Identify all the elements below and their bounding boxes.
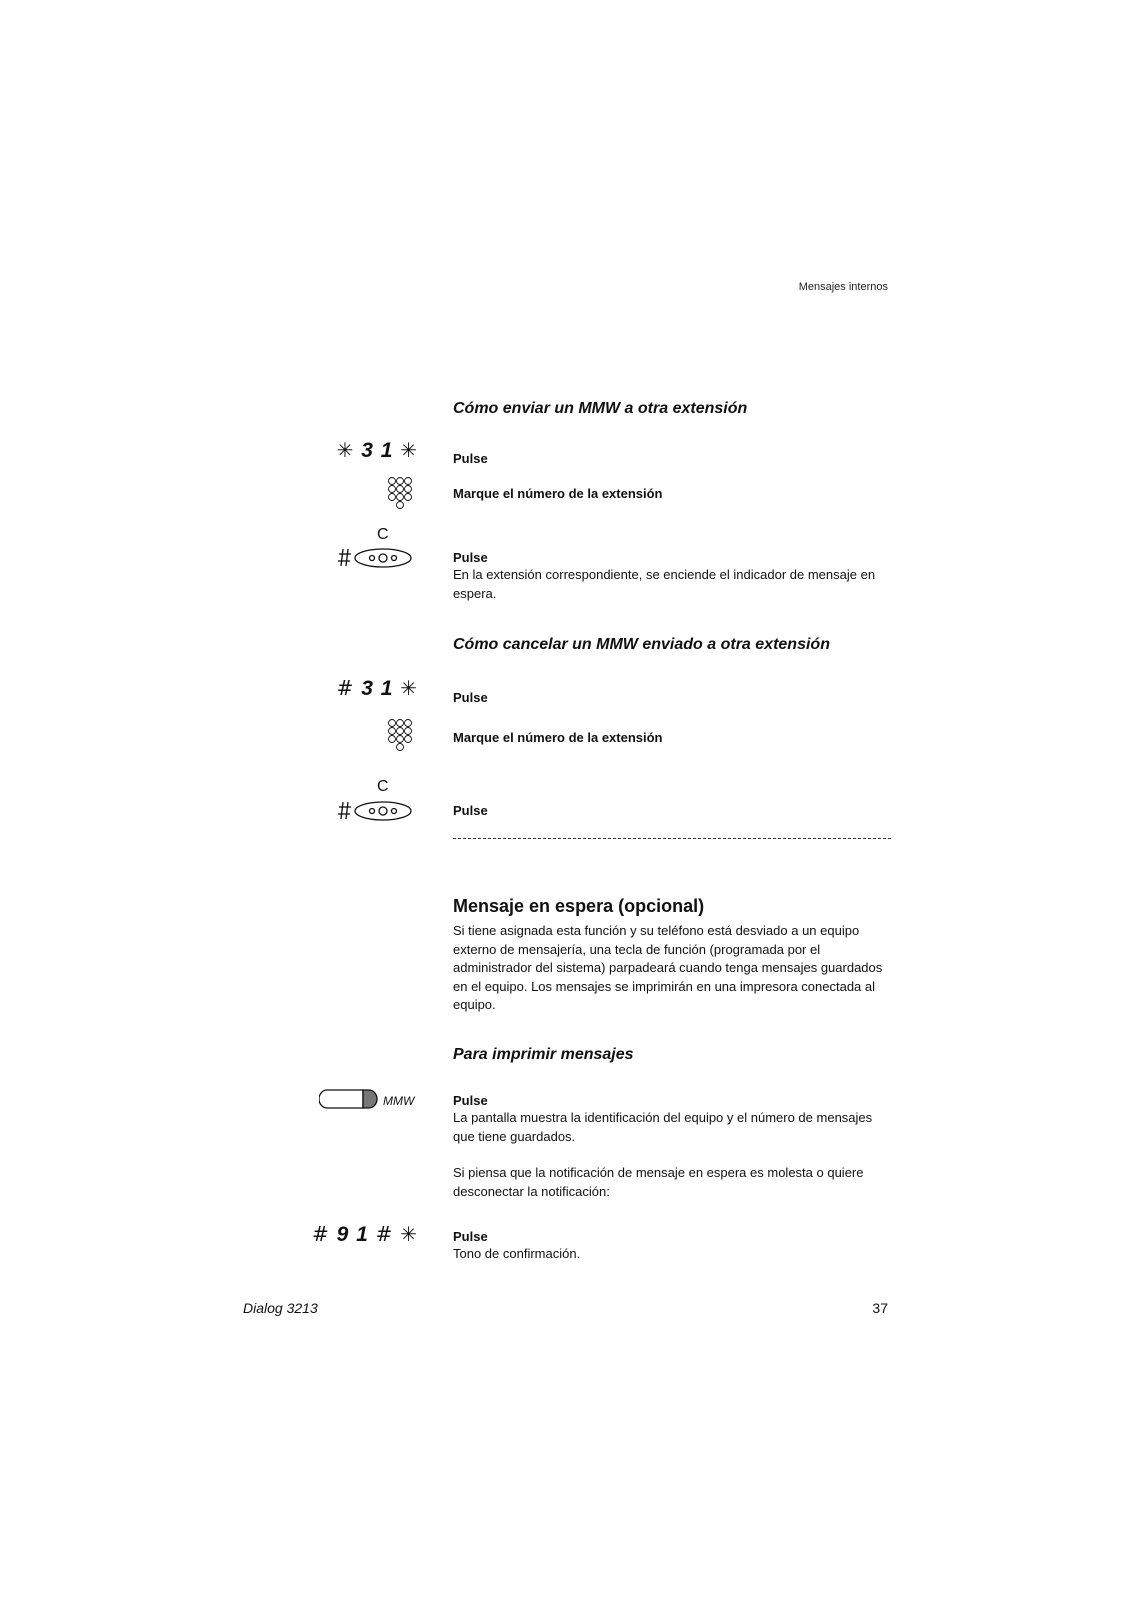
send-mmw-code [337,438,418,463]
section-divider [453,838,891,839]
star-symbol: ✳ [336,438,355,462]
disable-step-press: Pulse [453,1229,488,1244]
cancel-mmw-heading: Cómo cancelar un MMW enviado a otra extensión [453,636,830,653]
keypad-icon [387,476,417,516]
code-digits: 9 1 [336,1223,369,1246]
send-mmw-heading: Cómo enviar un MMW a otra extensión [453,400,748,417]
mmw-key-label: MMW [383,1094,415,1108]
send-step-dial: Marque el número de la extensión [453,486,663,501]
print-step-press: Pulse [453,1093,488,1108]
hash-clear-key-icon [335,799,415,823]
star-symbol: ✳ [400,1222,418,1246]
send-step-press-2: Pulse [453,550,488,565]
keypad-icon [387,718,417,758]
clear-key-label: C [377,526,389,543]
hash-clear-key-icon [335,546,415,570]
print-messages-heading: Para imprimir mensajes [453,1046,634,1063]
send-step-press: Pulse [453,451,488,466]
cancel-step-dial: Marque el número de la extensión [453,730,663,745]
star-symbol: ✳ [400,676,418,700]
clear-key-label: C [377,778,389,795]
function-key-icon [319,1088,379,1110]
message-waiting-heading: Mensaje en espera (opcional) [453,896,705,916]
confirmation-tone-text: Tono de confirmación. [453,1246,581,1261]
disable-notification-code [312,1222,418,1247]
hash-symbol: # [311,1222,330,1246]
send-step-description: En la extensión correspondiente, se enciende el indicador de mensaje en espera. [453,567,876,601]
cancel-step-press: Pulse [453,690,488,705]
print-step-description: La pantalla muestra la identificación del equipo y el número de mensajes que tiene guardados. [453,1110,873,1144]
page-number: 37 [872,1300,888,1316]
running-header: Mensajes internos [798,281,888,293]
star-symbol: ✳ [400,438,418,462]
cancel-mmw-code [337,676,418,701]
hash-symbol: # [375,1222,394,1246]
footer-product: Dialog 3213 [243,1300,318,1316]
code-digits: 3 1 [361,677,394,700]
hash-symbol: # [336,676,355,700]
code-digits: 3 1 [361,439,394,462]
cancel-step-press-2: Pulse [453,803,488,818]
print-note: Si piensa que la notificación de mensaje en espera es molesta o quiere desconectar la notificación: [453,1165,864,1199]
message-waiting-body: Si tiene asignada esta función y su teléfono está desviado a un equipo externo de mensajería, una tecla de función (programada por el administrador del sistema) parpadeará cuando tenga mensajes guardados en el equipo. Los mensajes se imprimirán en una impresora conectada al equipo. [453,923,883,1012]
